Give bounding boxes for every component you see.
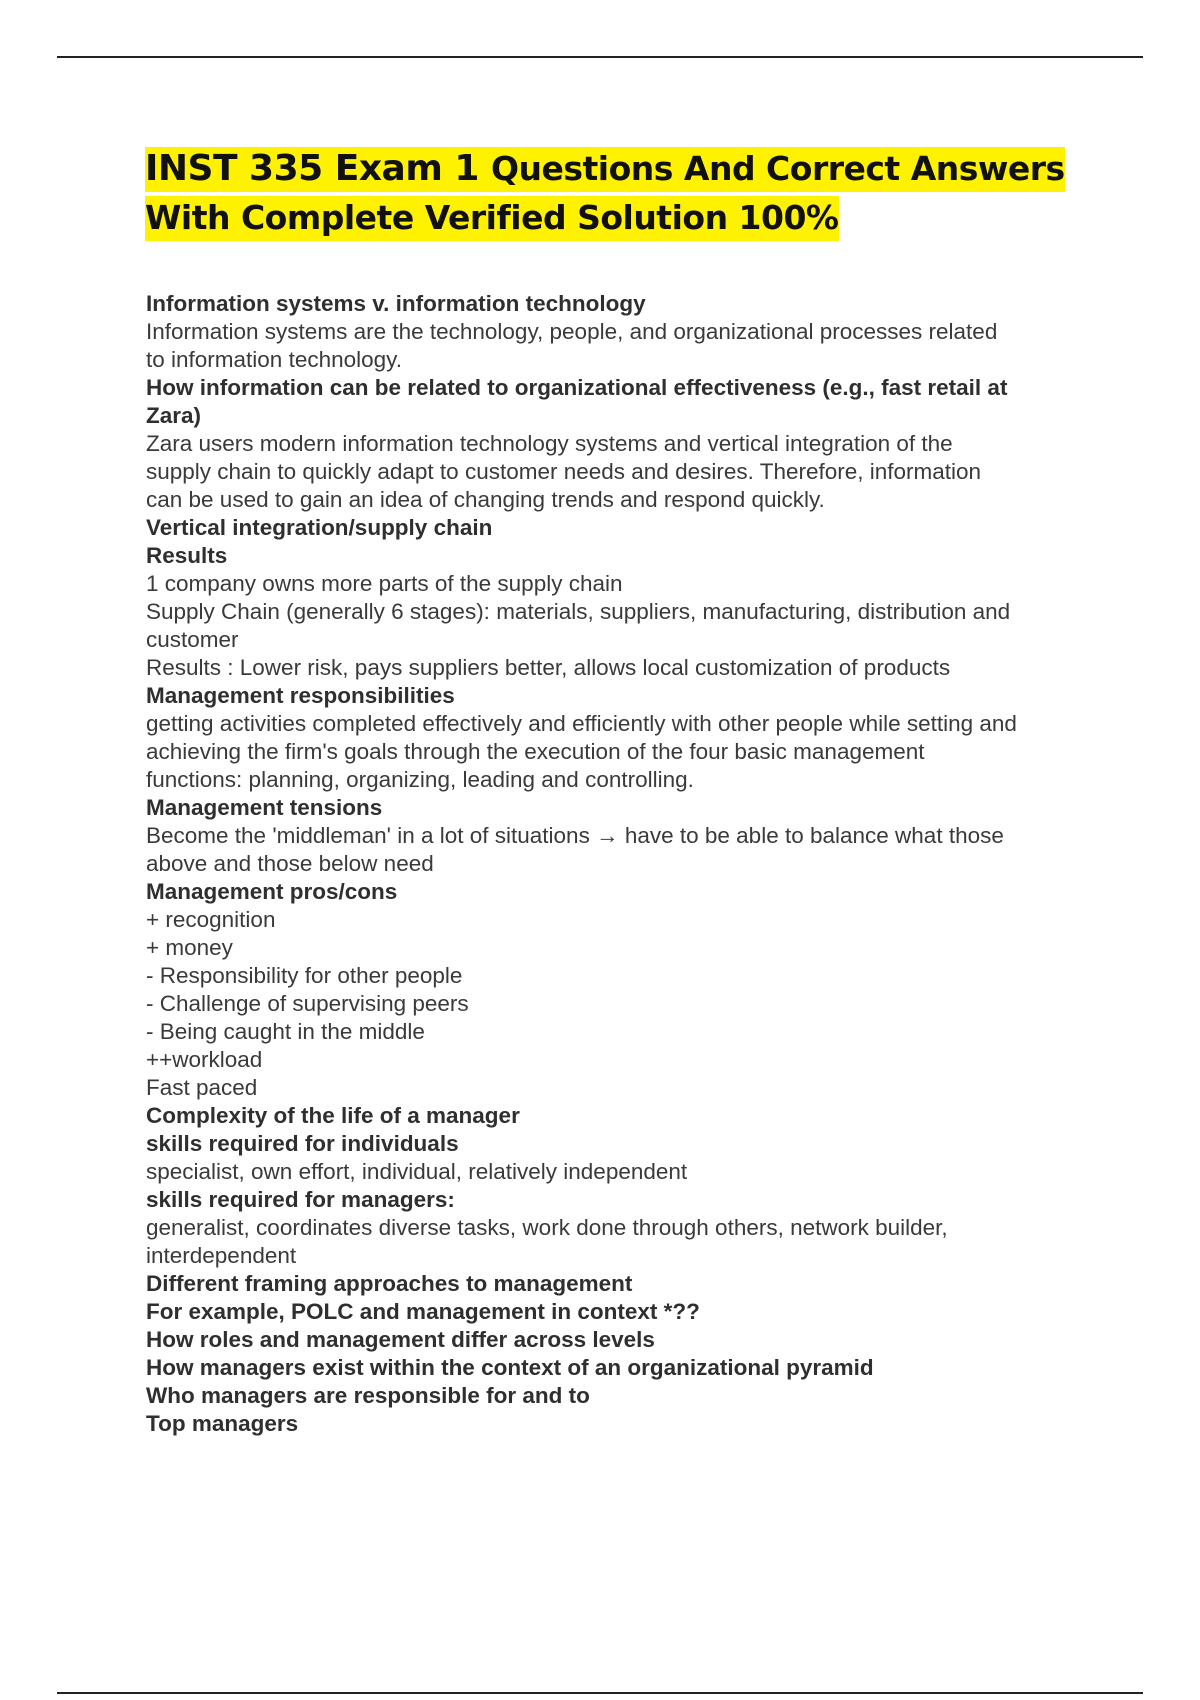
question-line: skills required for managers: <box>146 1187 455 1212</box>
answer-line: Zara users modern information technology systems and vertical integration of the <box>146 431 953 456</box>
question-line: Information systems v. information technology <box>146 291 646 316</box>
question-line: How managers exist within the context of an organizational pyramid <box>146 1355 874 1380</box>
question-line: For example, POLC and management in context *?? <box>146 1299 700 1324</box>
answer-line: Information systems are the technology, people, and organizational processes related <box>146 319 998 344</box>
question-line: Who managers are responsible for and to <box>146 1383 590 1408</box>
answer-line: generalist, coordinates diverse tasks, work done through others, network builder, <box>146 1215 948 1240</box>
title-line-1-highlight <box>145 147 1065 192</box>
question-line: skills required for individuals <box>146 1131 459 1156</box>
answer-line: ++workload <box>146 1047 263 1072</box>
answer-line: getting activities completed effectively and efficiently with other people while setting and <box>146 711 1017 736</box>
answer-line: 1 company owns more parts of the supply chain <box>146 571 623 596</box>
answer-line: + recognition <box>146 907 276 932</box>
document-body <box>146 290 1096 1438</box>
answer-line: interdependent <box>146 1243 297 1268</box>
question-line: Management responsibilities <box>146 683 455 708</box>
answer-line: - Being caught in the middle <box>146 1019 425 1044</box>
question-line: Management pros/cons <box>146 879 398 904</box>
answer-line: Fast paced <box>146 1075 258 1100</box>
header-rule <box>57 56 1143 58</box>
answer-line: can be used to gain an idea of changing trends and respond quickly. <box>146 487 825 512</box>
title-line-2-text: With Complete Verified Solution 100% <box>145 196 839 241</box>
answer-line: to information technology. <box>146 347 402 372</box>
answer-line: Become the 'middleman' in a lot of situations → have to be able to balance what those <box>146 823 1004 848</box>
answer-line: functions: planning, organizing, leading and controlling. <box>146 767 694 792</box>
footer-rule <box>57 1692 1143 1694</box>
question-line: Top managers <box>146 1411 299 1436</box>
question-line: Vertical integration/supply chain <box>146 515 493 540</box>
question-line: Management tensions <box>146 795 383 820</box>
answer-line: above and those below need <box>146 851 434 876</box>
document-title <box>145 144 1095 242</box>
answer-line: - Challenge of supervising peers <box>146 991 469 1016</box>
question-line: Complexity of the life of a manager <box>146 1103 520 1128</box>
question-line: Zara) <box>146 403 202 428</box>
title-course: INST 335 Exam 1 <box>145 148 491 189</box>
title-line-1-rest: Questions And Correct Answers <box>490 149 1065 188</box>
answer-line: specialist, own effort, individual, relatively independent <box>146 1159 688 1184</box>
question-line: Results <box>146 543 228 568</box>
answer-line: + money <box>146 935 233 960</box>
answer-line: achieving the firm's goals through the execution of the four basic management <box>146 739 925 764</box>
question-line: How roles and management differ across levels <box>146 1327 655 1352</box>
title-line-2 <box>145 193 1095 242</box>
answer-line: - Responsibility for other people <box>146 963 463 988</box>
question-line: Different framing approaches to management <box>146 1271 633 1296</box>
title-line-1 <box>145 144 1095 193</box>
answer-line: supply chain to quickly adapt to customer needs and desires. Therefore, information <box>146 459 982 484</box>
answer-line: Supply Chain (generally 6 stages): materials, suppliers, manufacturing, distribution and <box>146 599 1011 624</box>
question-line: How information can be related to organizational effectiveness (e.g., fast retail at <box>146 375 1008 400</box>
answer-line: customer <box>146 627 239 652</box>
answer-line: Results : Lower risk, pays suppliers better, allows local customization of products <box>146 655 951 680</box>
